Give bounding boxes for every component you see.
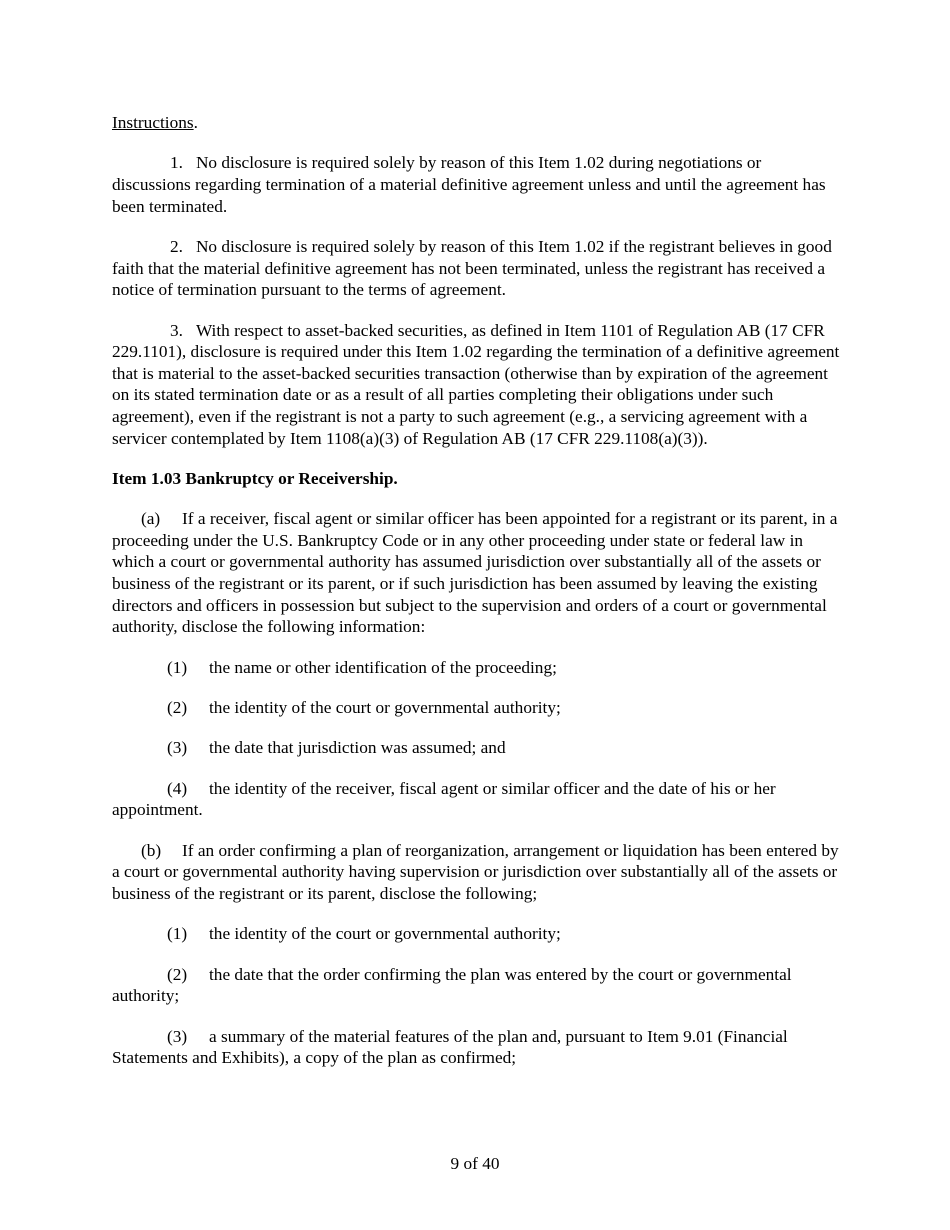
paragraph-marker: (a) (141, 509, 161, 529)
sub-item-text: a summary of the material features of the plan and, pursuant to Item 9.01 (Financial Statements and Exhibits), a copy of the plan as confirmed; (112, 1026, 788, 1068)
instructions-heading: Instructions. (112, 113, 198, 132)
instructions-label: Instructions (112, 113, 194, 132)
instruction-number: 2. (170, 236, 183, 256)
sub-item-text: the name or other identification of the proceeding; (209, 657, 557, 677)
sub-item (112, 697, 840, 719)
sub-item-marker: (3) (167, 1026, 188, 1046)
sub-item (112, 778, 840, 821)
sub-item-text: the date that jurisdiction was assumed; and (209, 738, 506, 758)
instruction-text: With respect to asset-backed securities, as defined in Item 1101 of Regulation AB (17 CFR 229.1101), disclosure is required under this Item 1.02 regarding the termination of a definitive agreement that is material to the asset-backed securities transaction (otherwise than by expiration of the agreement on its stated termination date or as a result of all parties completing their obligations under such agreement), even if the registrant is not a party to such agreement (e.g., a servicing agreement with a servicer contemplated by Item 1108(a)(3) of Regulation AB (17 CFR 229.1108(a)(3)). (112, 320, 840, 448)
sub-item (112, 737, 840, 759)
instruction-text: No disclosure is required solely by reason of this Item 1.02 during negotiations or discussions regarding termination of a material definitive agreement unless and until the agreement has been terminated. (112, 153, 826, 216)
sub-item-marker: (4) (167, 778, 188, 798)
instruction-item (112, 236, 840, 301)
sub-item (112, 964, 840, 1007)
sub-item-marker: (1) (167, 924, 188, 944)
instruction-item (112, 152, 840, 217)
paragraph-marker: (b) (141, 840, 162, 860)
sub-item-text: the identity of the court or governmental authority; (209, 924, 561, 944)
item-heading: Item 1.03 Bankruptcy or Receivership. (112, 468, 398, 488)
instruction-number: 3. (170, 320, 183, 340)
page-number: 9 of 40 (450, 1154, 500, 1173)
sub-item-text: the identity of the receiver, fiscal agent or similar officer and the date of his or her appointment. (112, 778, 776, 820)
sub-item-marker: (3) (167, 738, 188, 758)
sub-item-text: the date that the order confirming the plan was entered by the court or governmental authority; (112, 964, 792, 1006)
sub-item-marker: (2) (167, 964, 188, 984)
instruction-number: 1. (170, 153, 183, 173)
instruction-item (112, 320, 840, 450)
instruction-text: No disclosure is required solely by reason of this Item 1.02 if the registrant believes in good faith that the material definitive agreement has not been terminated, unless the registrant has received a notice of termination pursuant to the terms of agreement. (112, 236, 832, 300)
sub-item (112, 1026, 840, 1069)
paragraph-b (112, 840, 840, 905)
paragraph-text: If a receiver, fiscal agent or similar officer has been appointed for a registrant or its parent, in a proceeding under the U.S. Bankruptcy Code or in any other proceeding under state or federal law in which a court or governmental authority has assumed jurisdiction over substantially all of the assets or business of the registrant or its parent, or if such jurisdiction has been assumed by leaving the existing directors and officers in possession but subject to the supervision and orders of a court or governmental authority, disclose the following information: (112, 509, 838, 637)
sub-item (112, 923, 840, 945)
sub-item-marker: (1) (167, 657, 188, 677)
paragraph-a (112, 508, 840, 638)
document-page (112, 112, 840, 1088)
sub-item-text: the identity of the court or governmental authority; (209, 698, 561, 718)
sub-item-marker: (2) (167, 698, 188, 718)
paragraph-text: If an order confirming a plan of reorganization, arrangement or liquidation has been entered by a court or governmental authority having supervision or jurisdiction over substantially all of the assets or business of the registrant or its parent, disclose the following; (112, 840, 839, 903)
sub-item (112, 657, 840, 679)
